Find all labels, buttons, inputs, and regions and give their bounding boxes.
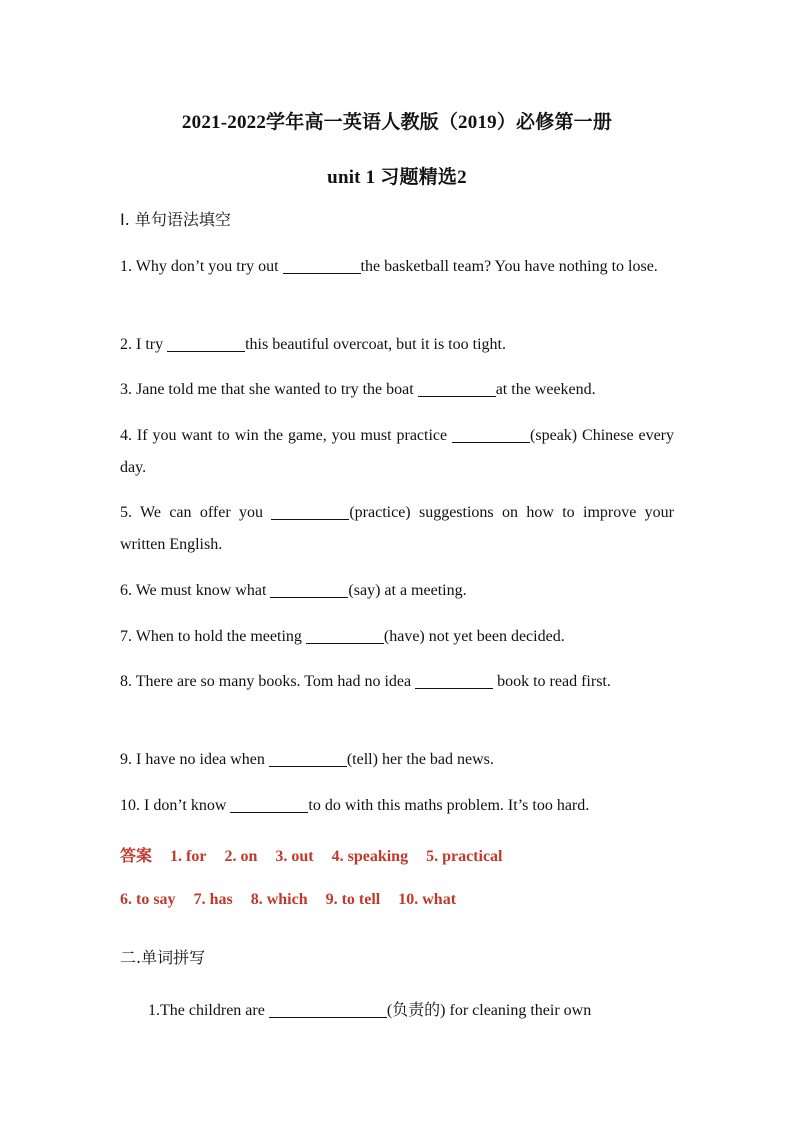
question-text: book to read first. [493, 673, 611, 690]
answer-blank [269, 748, 347, 767]
question-text: 6. We must know what [120, 582, 271, 599]
answer-key-line-1 [120, 843, 520, 866]
answer-item: 2. on [224, 848, 258, 865]
section-heading-grammar: Ⅰ. 单句语法填空 [120, 210, 231, 229]
question-text: 3. Jane told me that she wanted to try the boat [120, 381, 418, 398]
spelling-question-item [120, 995, 674, 1027]
section-heading-spelling: 二.单词拼写 [120, 948, 206, 967]
answer-item: 7. has [193, 891, 233, 908]
question-text: (负责的) for cleaning their own [386, 1002, 592, 1019]
question-text: 1.The children are [148, 1002, 269, 1019]
question-text: to do with this maths problem. It’s too hard. [308, 797, 590, 814]
question-item [120, 420, 674, 484]
question-item [120, 374, 674, 406]
question-text: 2. I try [120, 336, 168, 353]
question-text: 4. If you want to win the game, you must practice [120, 427, 453, 444]
question-text: (practice) suggestions on how to improve your written English. [120, 504, 674, 553]
answer-blank [271, 501, 349, 520]
question-text: at the weekend. [495, 381, 596, 398]
answer-blank [452, 424, 530, 443]
question-text: (tell) her the bad news. [346, 751, 494, 768]
answer-blank [167, 333, 245, 352]
answer-blank [283, 255, 361, 274]
question-item [120, 497, 674, 561]
answer-blank [415, 670, 493, 689]
answer-item: 6. to say [120, 891, 176, 908]
question-text: the basketball team? You have nothing to lose. [360, 258, 658, 275]
question-item [120, 666, 674, 698]
question-text: (say) at a meeting. [348, 582, 467, 599]
question-item [120, 251, 674, 283]
answer-key-label: 答案 [120, 846, 153, 865]
question-item [120, 575, 674, 607]
question-text: (have) not yet been decided. [383, 628, 565, 645]
question-text: 9. I have no idea when [120, 751, 269, 768]
question-text: 10. I don’t know [120, 797, 231, 814]
answer-blank [269, 999, 387, 1018]
answer-item: 1. for [170, 848, 207, 865]
question-text: 8. There are so many books. Tom had no idea [120, 673, 416, 690]
question-text: this beautiful overcoat, but it is too tight. [245, 336, 506, 353]
question-text: 5. We can offer you [120, 504, 272, 521]
document-title: 2021-2022学年高一英语人教版（2019）必修第一册 [181, 112, 613, 133]
answer-blank [306, 625, 384, 644]
answer-item: 8. which [250, 891, 308, 908]
answer-item: 5. practical [426, 848, 503, 865]
answer-item: 9. to tell [325, 891, 381, 908]
question-text: 7. When to hold the meeting [120, 628, 306, 645]
answer-blank [270, 579, 348, 598]
answer-item: 3. out [275, 848, 314, 865]
document-subtitle: unit 1 习题精选2 [327, 167, 467, 188]
question-text: 1. Why don’t you try out [120, 258, 283, 275]
question-text: (speak) Chinese every day. [120, 427, 674, 476]
answer-key-line-2 [120, 891, 474, 909]
question-item [120, 621, 674, 653]
answer-blank [418, 378, 496, 397]
question-item [120, 790, 674, 822]
question-item [120, 329, 674, 361]
answer-blank [230, 794, 308, 813]
answer-item: 4. speaking [331, 848, 409, 865]
answer-item: 10. what [398, 891, 457, 908]
question-item [120, 744, 674, 776]
